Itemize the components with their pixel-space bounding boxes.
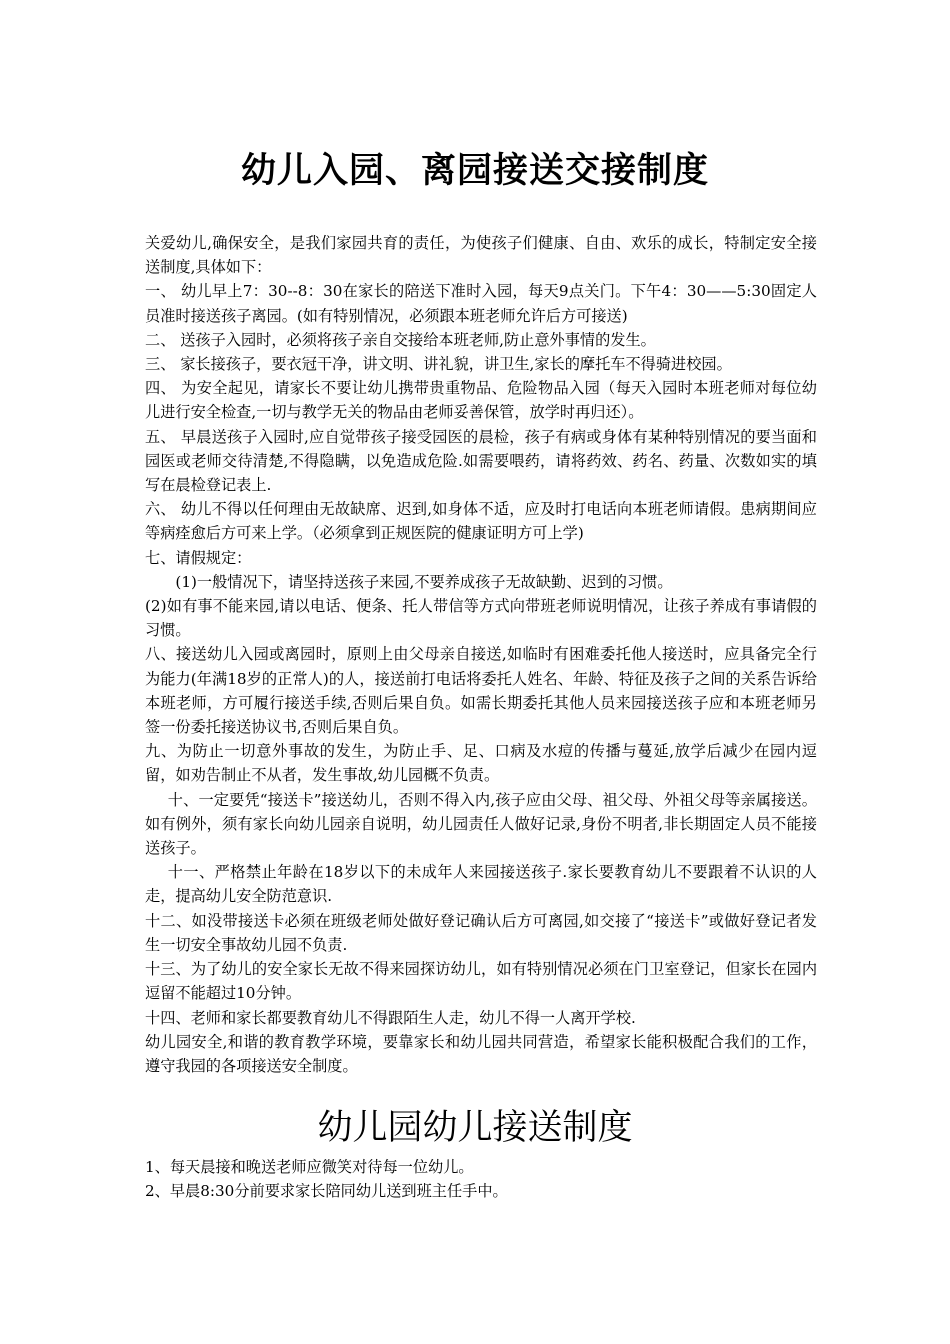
- section2-title: 幼儿园幼儿接送制度: [317, 1108, 633, 1148]
- paragraph-rule-12: 十二、如没带接送卡必须在班级老师处做好登记确认后方可离园,如交接了“接送卡”或做好登记者发生一切安全事故幼儿园不负责.: [145, 911, 817, 954]
- paragraph-rule-6: 六、 幼儿不得以任何理由无故缺席、迟到,如身体不适，应及时打电话向本班老师请假。患病期间应等病痊愈后方可来上学。（必须拿到正规医院的健康证明方可上学): [145, 500, 817, 543]
- paragraph-rule-13: 十三、为了幼儿的安全家长无故不得来园探访幼儿，如有特别情况必须在门卫室登记，但家长在园内逗留不能超过10分钟。: [145, 960, 817, 1003]
- paragraph-rule-2: 二、 送孩子入园时，必须将孩子亲自交接给本班老师,防止意外事情的发生。: [145, 330, 656, 349]
- paragraph-rule-7-sub-2: (2)如有事不能来园,请以电话、便条、托人带信等方式向带班老师说明情况，让孩子养成有事请假的习惯。: [145, 597, 817, 640]
- paragraph-closing: 幼儿园安全,和谐的教育教学环境，要靠家长和幼儿园共同营造，希望家长能积极配合我们的工作，遵守我园的各项接送安全制度。: [145, 1032, 817, 1075]
- paragraph-rule-7-sub-1: (1)一般情况下，请坚持送孩子来园,不要养成孩子无故缺勤、迟到的习惯。: [175, 572, 673, 591]
- paragraph-rule-3: 三、 家长接孩子，要衣冠干净，讲文明、讲礼貌，讲卫生,家长的摩托车不得骑进校园。: [145, 355, 732, 374]
- paragraph-intro: 关爱幼儿,确保安全，是我们家园共育的责任，为使孩子们健康、自由、欢乐的成长，特制定安全接送制度,具体如下：: [145, 234, 817, 277]
- paragraph-rule-4: 四、 为安全起见，请家长不要让幼儿携带贵重物品、危险物品入园（每天入园时本班老师对每位幼儿进行安全检查,一切与教学无关的物品由老师妥善保管，放学时再归还）。: [145, 379, 817, 422]
- document-body: [145, 231, 817, 1078]
- section2-item-2: 2、早晨8:30分前要求家长陪同幼儿送到班主任手中。: [145, 1182, 508, 1201]
- paragraph-rule-9: 九、为防止一切意外事故的发生，为防止手、足、口病及水痘的传播与蔓延,放学后减少在园内逗留，如劝告制止不从者，发生事故,幼儿园概不负责。: [145, 742, 817, 785]
- document-title: 幼儿入园、离园接送交接制度: [240, 151, 709, 191]
- section2-body: [145, 1155, 817, 1203]
- section2-item-1: 1、每天晨接和晚送老师应微笑对待每一位幼儿。: [145, 1158, 474, 1176]
- paragraph-rule-7: 七、请假规定：: [145, 548, 252, 567]
- paragraph-rule-1: 一、 幼儿早上7：30--8：30在家长的陪送下准时入园，每天9点关门。下午4：30——5:30固定人员准时接送孩子离园。(如有特别情况，必须跟本班老师允许后方可接送): [145, 282, 817, 325]
- paragraph-rule-8: 八、接送幼儿入园或离园时，原则上由父母亲自接送,如临时有困难委托他人接送时，应具备完全行为能力(年满18岁的正常人)的人，接送前打电话将委托人姓名、年龄、特征及孩子之间的关系告诉给本班老师，方可履行接送手续,否则后果自负。如需长期委托其他人员来园接送孩子应和本班老师另签一份委托接送协议书,否则后果自负。: [145, 645, 817, 737]
- paragraph-rule-14: 十四、老师和家长都要教育幼儿不得跟陌生人走，幼儿不得一人离开学校.: [145, 1008, 636, 1027]
- paragraph-rule-5: 五、 早晨送孩子入园时,应自觉带孩子接受园医的晨检，孩子有病或身体有某种特别情况的要当面和园医或老师交待清楚,不得隐瞒，以免造成危险.如需要喂药，请将药效、药名、药量、次数如实的填写在晨检登记表上.: [145, 427, 817, 495]
- paragraph-rule-11: 十一、严格禁止年龄在18岁以下的未成年人来园接送孩子.家长要教育幼儿不要跟着不认识的人走，提高幼儿安全防范意识.: [145, 863, 817, 906]
- paragraph-rule-10: 十、一定要凭“接送卡”接送幼儿，否则不得入内,孩子应由父母、祖父母、外祖父母等亲属接送。如有例外，须有家长向幼儿园亲自说明，幼儿园责任人做好记录,身份不明者,非长期固定人员不能接送孩子。: [145, 790, 817, 858]
